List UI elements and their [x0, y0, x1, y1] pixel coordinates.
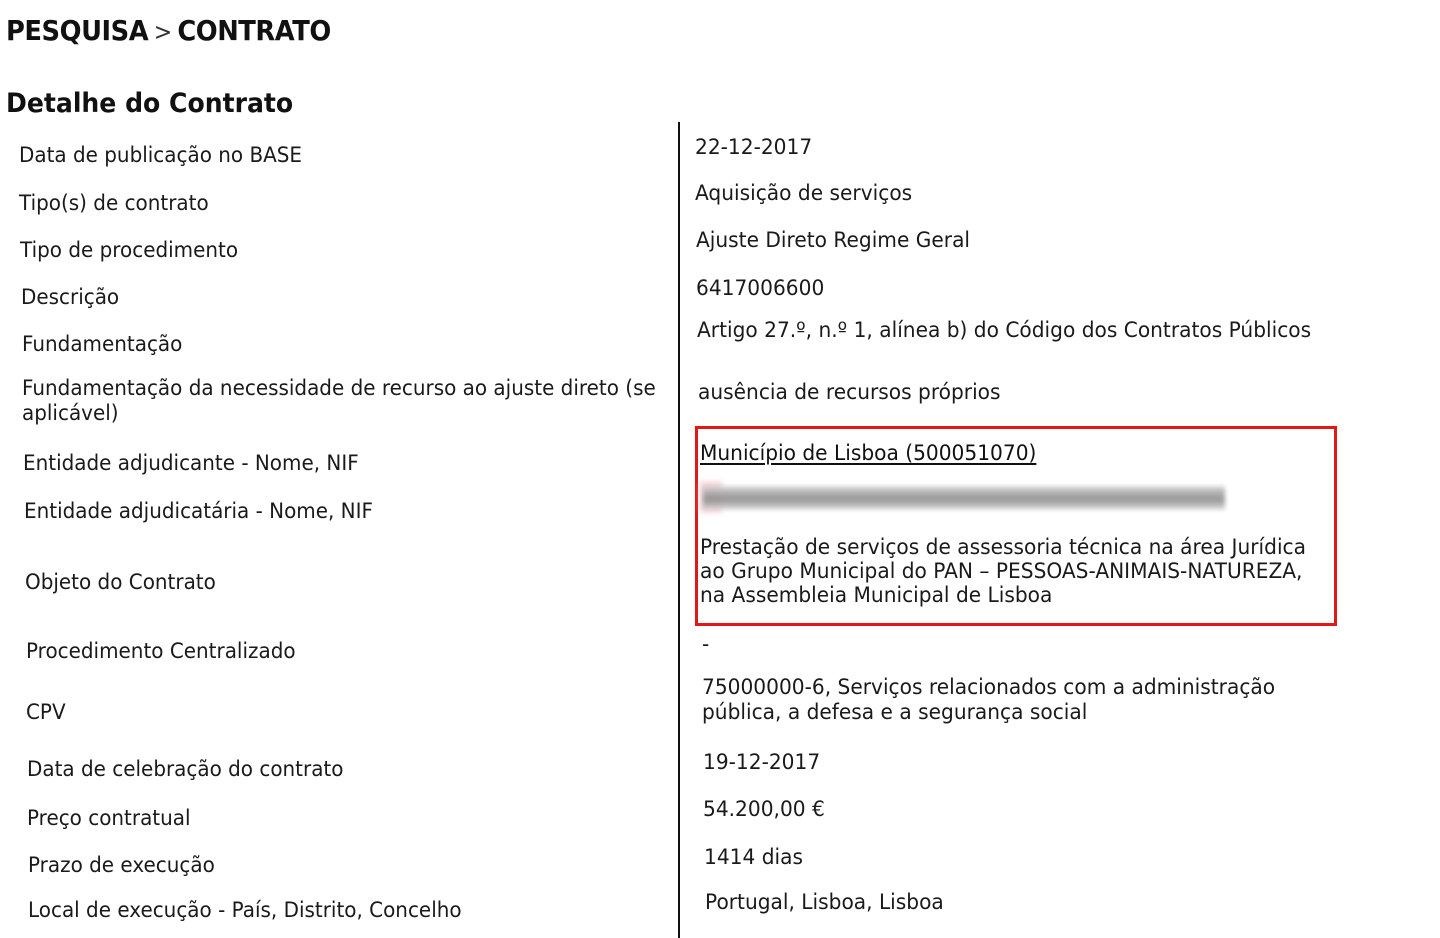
- breadcrumb-search-link[interactable]: PESQUISA: [6, 14, 149, 47]
- value-description: 6417006600: [696, 276, 825, 300]
- value-execution-location: Portugal, Lisboa, Lisboa: [705, 890, 944, 914]
- label-direct-award-justification: Fundamentação da necessidade de recurso ao ajuste direto (se aplicável): [22, 376, 656, 425]
- label-signing-date: Data de celebração do contrato: [27, 757, 344, 781]
- label-execution-period: Prazo de execução: [28, 853, 215, 877]
- label-execution-location: Local de execução - País, Distrito, Concelho: [28, 898, 462, 922]
- value-cpv: 75000000-6, Serviços relacionados com a administração pública, a defesa e a segurança social: [702, 675, 1276, 724]
- column-divider: [678, 122, 680, 938]
- value-execution-period: 1414 dias: [704, 845, 803, 869]
- value-centralized-procedure: -: [702, 632, 710, 656]
- value-signing-date: 19-12-2017: [703, 750, 821, 774]
- value-grounds: Artigo 27.º, n.º 1, alínea b) do Código dos Contratos Públicos: [697, 318, 1312, 342]
- value-contract-object: Prestação de serviços de assessoria técnica na área Jurídica ao Grupo Municipal do PAN – PESSOAS-ANIMAIS-NATUREZA, na Assembleia Municipal de Lisboa: [700, 535, 1306, 607]
- label-cpv: CPV: [26, 700, 66, 724]
- label-centralized-procedure: Procedimento Centralizado: [26, 639, 296, 663]
- breadcrumb: [6, 14, 331, 47]
- label-description: Descrição: [21, 285, 120, 309]
- redacted-awarded-entity: [703, 486, 1225, 510]
- label-contracting-entity: Entidade adjudicante - Nome, NIF: [23, 451, 359, 475]
- value-procedure-type: Ajuste Direto Regime Geral: [696, 228, 971, 252]
- page-title: Detalhe do Contrato: [6, 88, 294, 119]
- breadcrumb-current: CONTRATO: [177, 14, 331, 47]
- label-contract-object: Objeto do Contrato: [25, 570, 216, 594]
- label-contract-types: Tipo(s) de contrato: [19, 191, 209, 215]
- label-price: Preço contratual: [27, 806, 191, 830]
- value-contract-types: Aquisição de serviços: [695, 181, 913, 205]
- label-awarded-entity: Entidade adjudicatária - Nome, NIF: [24, 499, 373, 523]
- label-procedure-type: Tipo de procedimento: [20, 238, 239, 262]
- value-direct-award-justification: ausência de recursos próprios: [698, 380, 1001, 404]
- label-grounds: Fundamentação: [22, 332, 183, 356]
- value-publication-date: 22-12-2017: [695, 135, 813, 159]
- label-publication-date: Data de publicação no BASE: [19, 143, 303, 167]
- breadcrumb-separator: >: [153, 18, 172, 46]
- value-price: 54.200,00 €: [703, 797, 825, 821]
- contracting-entity-link[interactable]: Município de Lisboa (500051070): [700, 441, 1037, 465]
